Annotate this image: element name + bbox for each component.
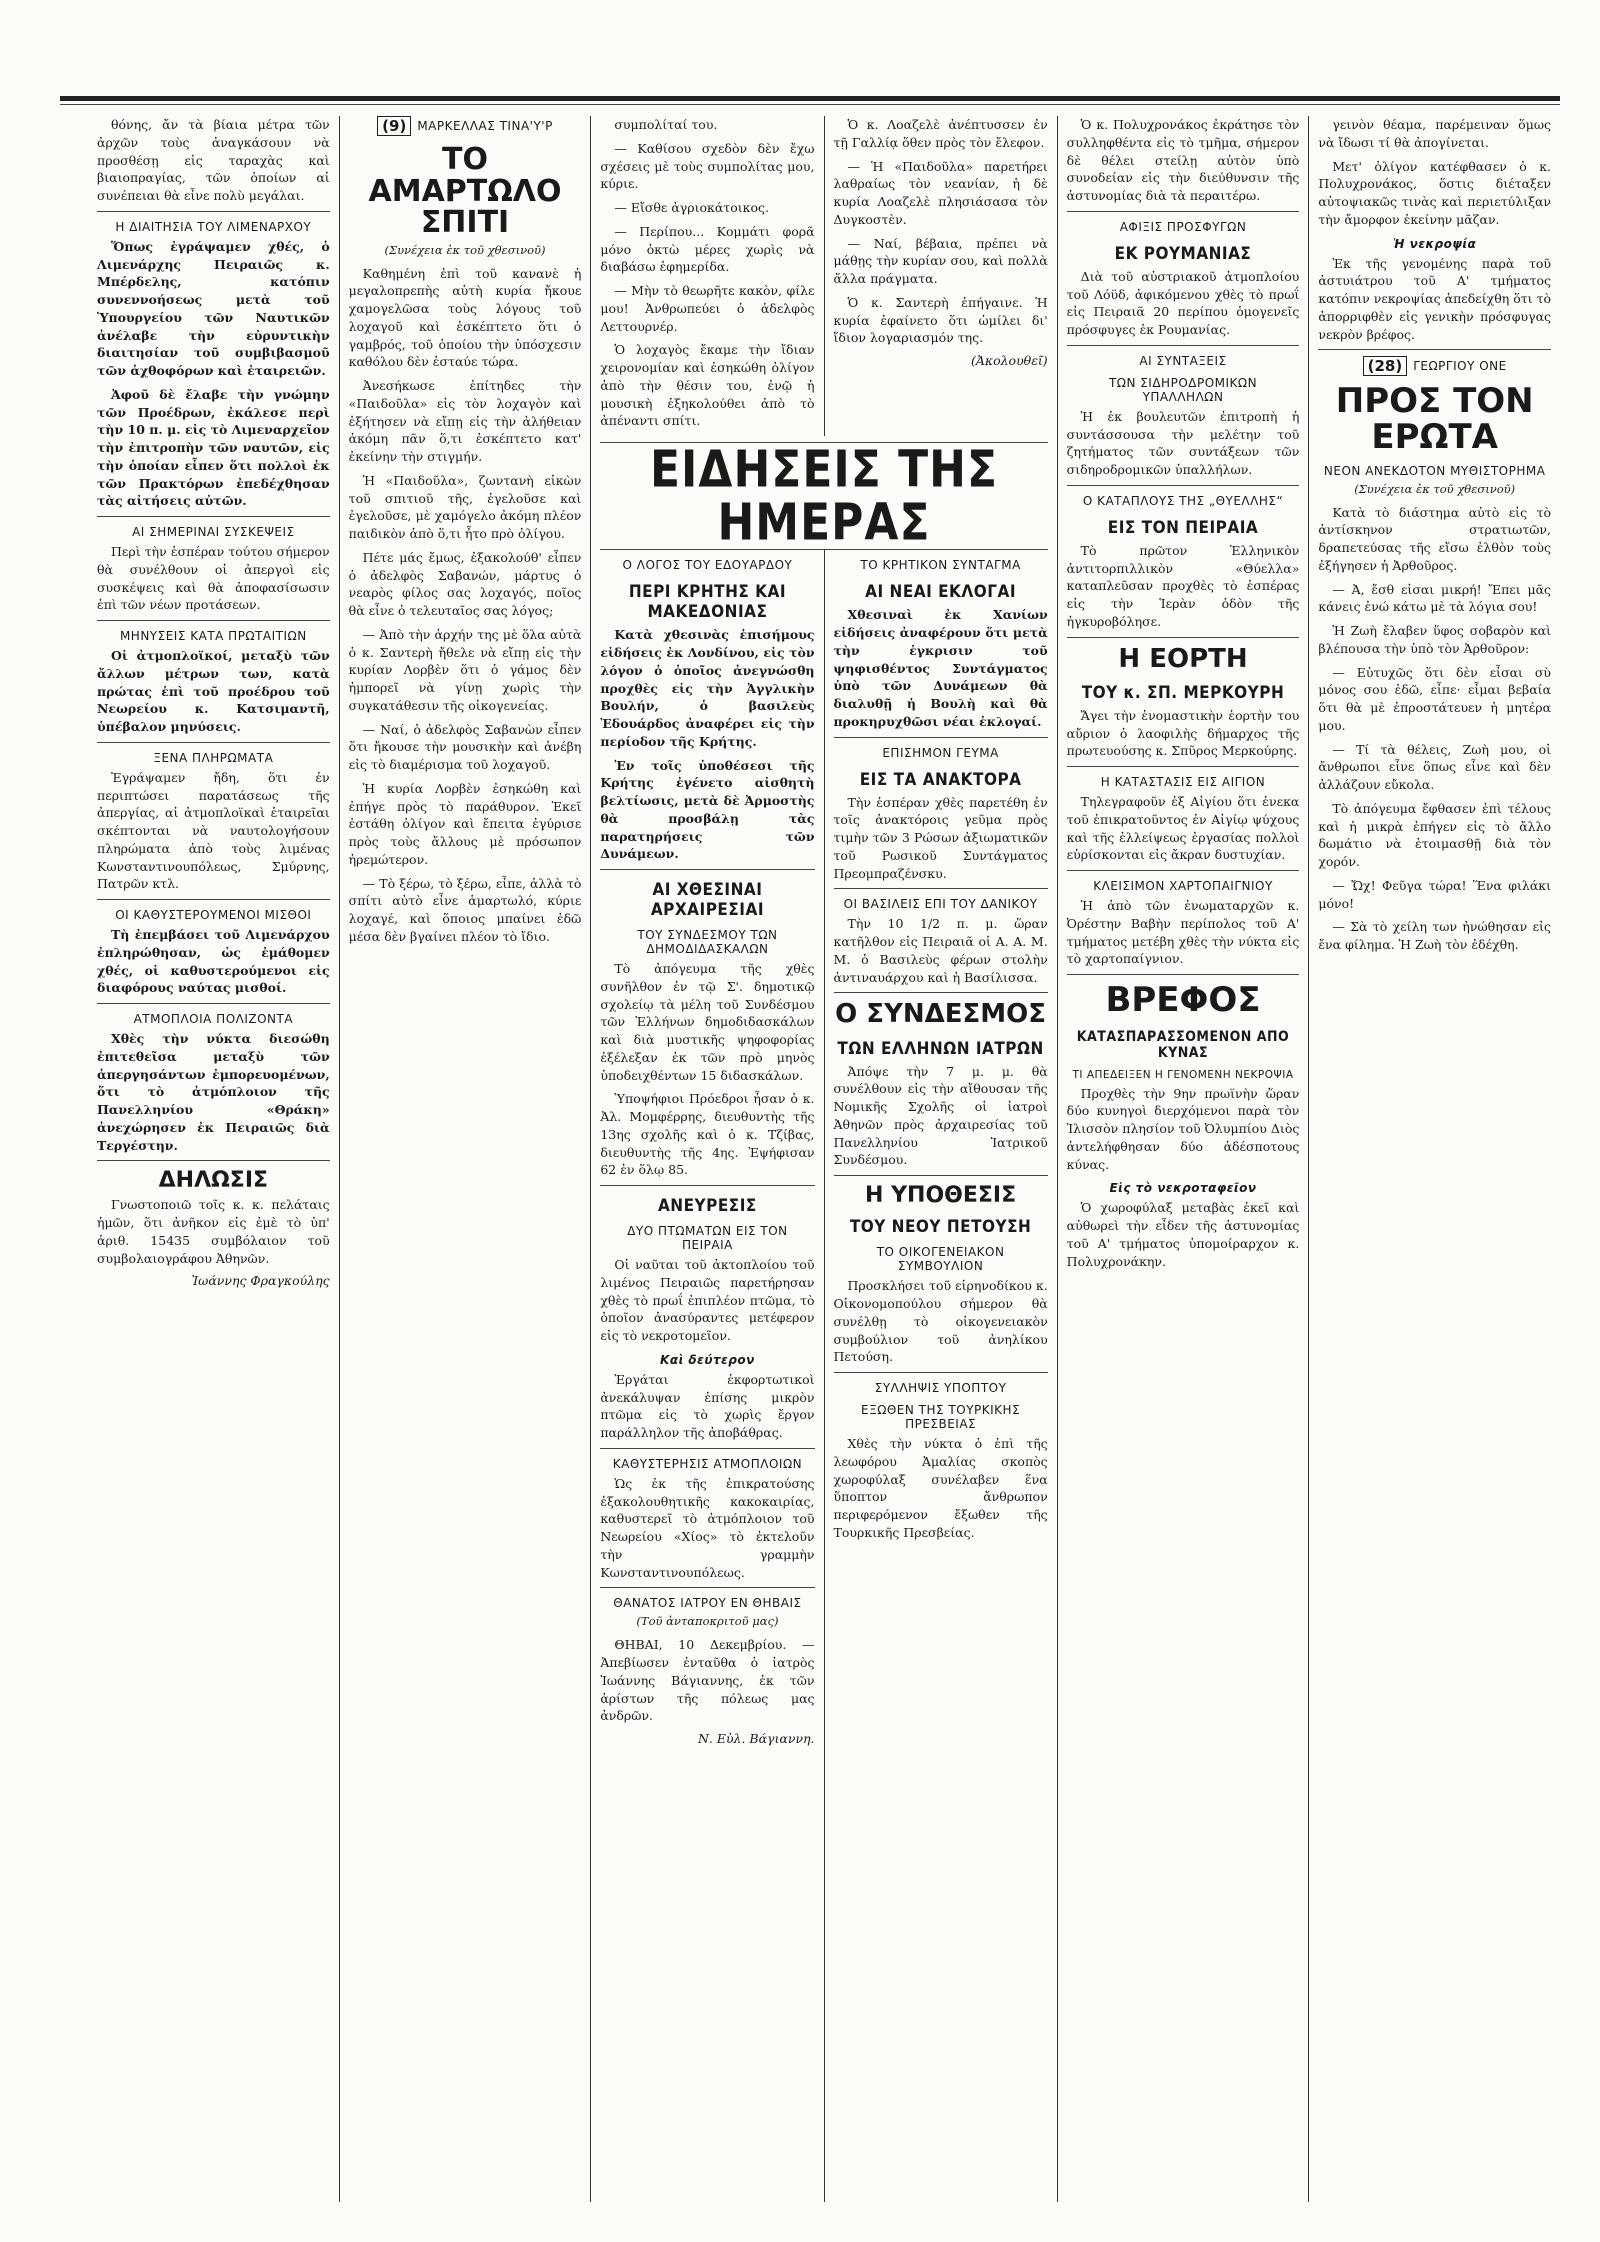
article-text: — Ὤχ! Φεῦγα τώρα! Ἕνα φιλάκι μόνο! — [1318, 877, 1552, 911]
byline: (Τοῦ ἀνταποκριτοῦ μας) — [636, 1614, 779, 1629]
masthead-rule-thin — [60, 104, 1560, 105]
article-text: θόνης, ἄν τὰ βίαια μέτρα τῶν ἀρχῶν τοὺς ἀναγκάσουν νὰ προσθέσῃ εἰς ταραχὰς καὶ βιαιοπραγίας, τῶν ὁποίων αἱ συνέπειαι θὰ εἶνε πολὺ μεγάλαι. — [97, 117, 330, 203]
headline: ΤΟΥ ΝΕΟΥ ΠΕΤΟΥΣΗ — [849, 1217, 1032, 1238]
article-text: Ἀνεσήκωσε ἐπίτηδες τὴν «Παιδοῦλα» εἰς τὸν λοχαγὸν καὶ ἐξήτησεν νὰ εἴπῃ εἰς τὴν ἀλήθειαν ἀκόμη πᾶν ὅ,τι ἐσκέπτετο κατ' ἐκείνην τὴν στιγμήν. — [348, 378, 582, 464]
article-text: — Περίπου... Κομμάτι φορᾶ μόνο ὀκτὼ μέρες χωρὶς νὰ διαβάσω ἐφημερίδα. — [600, 223, 815, 275]
divider — [1318, 349, 1551, 350]
article-text: Χθὲς τὴν νύκτα διεσώθη ἐπιτεθεῖσα μεταξὺ τῶν ἀπεργησάντων ἐμπορευομένων, ὅτι τὸ ἀτμόπλοιον τῆς Πανελληνίου «Θράκη» ἀνεχώρησεν ἐκ Πειραιῶς διὰ Τεργέστην. — [97, 1031, 330, 1153]
divider — [97, 742, 330, 743]
headline: ΑΙ ΝΕΑΙ ΕΚΛΟΓΑΙ — [865, 582, 1017, 603]
headline: ΠΕΡΙ ΚΡΗΤΗΣ ΚΑΙ ΜΑΚΕΔΟΝΙΑΣ — [628, 582, 787, 623]
divider — [600, 1587, 814, 1588]
headline: ΞΕΝΑ ΠΛΗΡΩΜΑΤΑ — [153, 750, 274, 765]
divider — [97, 516, 330, 517]
headline: ΑΙ ΣΗΜΕΡΙΝΑΙ ΣΥΣΚΕΨΕΙΣ — [132, 525, 295, 539]
signature: Ἰωάννης Φραγκούλης — [191, 1273, 330, 1289]
article-text: — Τὸ ξέρω, τὸ ξέρω, εἶπε, ἀλλὰ τὸ σπίτι αὐτὸ εἶνε ἁμαρτωλό, κύριε λοχαγέ, καὶ ὅποιος μπαίνει ἐδῶ μέσα δὲν βγαίνει πλέον τὸ ἴδιο. — [348, 875, 582, 944]
divider — [834, 1175, 1048, 1176]
serial-author: ΓΕΩΡΓΙΟΥ ΟΝΕ — [1413, 359, 1507, 374]
headline: ΑΤΜΟΠΛΟΙΑ ΠΟΛΙΖΟΝΤΑ — [133, 1012, 294, 1026]
article-text: — Εὐτυχῶς ὅτι δὲν εἶσαι σὺ μόνος σου ἐδῶ, εἶπε· εἶμαι βεβαία ὅτι θὰ μὲ ἐπροστάτευεν ἡ μητέρα μου. — [1318, 664, 1552, 733]
signature: Ν. Εὐλ. Βάγιαννη. — [697, 1731, 815, 1747]
headline: ΑΝΕΥΡΕΣΙΣ — [657, 1196, 757, 1217]
article-text: — Μὴν τὸ θεωρῆτε κακὸν, φίλε μου! Ἀνθρωπεύει ὁ ἀδελφὸς Λεττουρνέρ. — [600, 283, 815, 334]
serial-continuation: (Συνέχεια ἐκ τοῦ χθεσινοῦ) — [384, 242, 546, 257]
headline: Η ΚΑΤΑΣΤΑΣΙΣ ΕΙΣ ΑΙΓΙΟΝ — [1100, 775, 1266, 790]
serial-continuation: (Συνέχεια ἐκ τοῦ χθεσινοῦ) — [1354, 481, 1516, 496]
divider — [97, 620, 330, 621]
column-6 — [1309, 116, 1560, 2202]
headline: ΑΦΙΞΙΣ ΠΡΟΣΦΥΓΩΝ — [1119, 219, 1247, 234]
article-text: Τὴ ἐπεμβάσει τοῦ Λιμενάρχου ἐπληρώθησαν, ὡς ἐμάθομεν χθές, οἱ καθυστερούμενοι εἰς διαφόρους ναύτας μισθοί. — [97, 927, 330, 996]
headline: ΤΩΝ ΣΙΔΗΡΟΔΡΟΜΙΚΩΝ ΥΠΑΛΛΗΛΩΝ — [1108, 375, 1258, 404]
article-text: Ἡ Ζωὴ ἔλαβεν ὕφος σοβαρὸν καὶ βλέπουσα τὴν ὑπὸ τὸν Ἀρθοῦρον: — [1318, 623, 1552, 656]
columns-3-4 — [591, 116, 1057, 2202]
headline: ΑΙ ΧΘΕΣΙΝΑΙ ΑΡΧΑΙΡΕΣΙΑΙ — [650, 880, 765, 921]
divider — [600, 1185, 814, 1186]
article-text: Ἡ ἀπὸ τῶν ἐνωματαρχῶν κ. Ὀρέστην Βαβὴν περίπολος τοῦ Α' τμήματος μετέβη χθὲς τὴν νύκτα εἰς τὸ χαρτοπαίγνιον. — [1066, 898, 1300, 967]
headline: ΤΩΝ ΕΛΛΗΝΩΝ ΙΑΤΡΩΝ — [837, 1038, 1044, 1059]
headline: ΕΙΣ ΤΑ ΑΝΑΚΤΟΡΑ — [859, 769, 1022, 790]
headline: Ο ΣΥΝΔΕΣΜΟΣ — [835, 999, 1047, 1030]
serial-continuation-area — [591, 116, 1056, 436]
article-text: Κατὰ τὸ διάστημα αὐτὸ εἰς τὸ ἀντίσκηνον στρατιωτῶν, δραπετεύσας τῆς εἴσω ἐλθὸν τοὺς ἐξήγησεν ἡ Ἀρθοῦρος. — [1318, 504, 1552, 573]
article-text: — Καθίσου σχεδὸν δὲν ἔχω σχέσεις μὲ τοὺς συμπολίτας μου, κύριε. — [600, 140, 815, 192]
divider — [1067, 211, 1300, 212]
article-text: Ἀπόψε τὴν 7 μ. μ. θὰ συνέλθουν εἰς τὴν αἴθουσαν τῆς Νομικῆς Σχολῆς οἱ ἰατροὶ Ἀθηνῶν πρὸς ἀρχαιρεσίας τοῦ Πανελληνίου Ἰατρικοῦ Συνδέσμου. — [833, 1063, 1048, 1168]
article-text: Διὰ τοῦ αὐστριακοῦ ἀτμοπλοίου τοῦ Λόϋδ, ἀφικόμενου χθὲς τὸ πρωΐ εἰς Πειραιᾶ 20 περίπου ὁμογενεῖς πρόσφυγες ἐκ Ρουμανίας. — [1066, 268, 1300, 337]
divider — [834, 1372, 1048, 1373]
article-text: Καθημένη ἐπὶ τοῦ κανανὲ ἡ μεγαλοπρεπὴς αὐτὴ κυρία ἤκουε χαμογελῶσα τοὺς λόγους τοῦ λοχαγοῦ καὶ ἐσκέπτετο ὅτι ὁ γαμβρός, τοῦ ὁποίου τὴν ὑπόσχεσιν καθόλου δὲν ἐσταύε τώρα. — [348, 265, 582, 370]
divider — [97, 899, 330, 900]
article-text: Τηλεγραφοῦν ἐξ Αἰγίου ὅτι ἐνεκα τοῦ ἐπικρατοῦντος ἐν Αἰγίῳ ψύχους καὶ τῆς ἐλλείψεως ἐργασίας πολλοὶ εὑρίσκονται εἰς ἄκραν δυστυχίαν. — [1066, 794, 1300, 863]
article-text: Ὅπως ἐγράψαμεν χθές, ὁ Λιμενάρχης Πειραιῶς κ. Μπέρδελης, κατόπιν συνεννοήσεως μετὰ τοῦ Ὑπουργείου τῶν Ναυτικῶν ἀνέλαβε τὴν εὐρυντικὴν διαιτησίαν τοῦ συμβιβασμοῦ τῶν ἀχθοφόρων καὶ ἑταιρειῶν. — [97, 238, 330, 378]
divider — [834, 888, 1048, 889]
column-3-top — [591, 116, 824, 436]
article-text: Ὁ κ. Λοαζελὲ ἀνέπτυσσεν ἐν τῇ Γαλλίᾳ ὅθεν πρὸς τὸν ἔλεφον. — [833, 117, 1048, 150]
divider — [1067, 637, 1300, 638]
article-text: ΘΗΒΑΙ, 10 Δεκεμβρίου. — Ἀπεβίωσεν ἐνταῦθα ὁ ἰατρὸς Ἰωάννης Βάγιαννης, ἐκ τῶν ἀρίστων τῆς πόλεως μας ἀνδρῶν. — [600, 1637, 815, 1724]
article-text: Χθεσιναὶ ἐκ Χανίων εἰδήσεις ἀναφέρουν ὅτι μετὰ τὴν ἐγκρισιν τοῦ ψηφισθέντος Συντάγματος ὑπὸ τῶν Δυνάμεων θὰ διαλυθῇ ἡ Βουλὴ καὶ θὰ προκηρυχθῶσι νέαι ἐκλογαί. — [833, 607, 1048, 729]
article-text: Τὴν 10 1/2 π. μ. ὥραν κατῆλθον εἰς Πειραιᾶ οἱ Α. Α. Μ. Μ. ὁ Βασιλεὺς φέρων στολὴν ἀντιναυάρχου καὶ ἡ Βασίλισσα. — [833, 916, 1048, 985]
serial-subtitle: ΝΕΟΝ ΑΝΕΚΔΟΤΟΝ ΜΥΘΙΣΤΟΡΗΜΑ — [1323, 463, 1546, 478]
article-text: Ὡς ἐκ τῆς ἐπικρατούσης ἐξακολουθητικῆς κακοκαιρίας, καθυστερεῖ τὸ ἀτμόπλοιον τοῦ Νεωρείου «Χίος» τὸ ἐκτελοῦν τὴν γραμμὴν Κωνσταντινουπόλεως. — [600, 1475, 815, 1580]
subheading: Καὶ δεύτερον — [660, 1352, 755, 1367]
article-text: Ἐργάται ἐκφορτωτικοὶ ἀνεκάλυψαν ἐπίσης μικρὸν πτῶμα εἰς τὸ χωρὶς ἔργον παράλληλον τῆς ἀποβάθρας. — [600, 1371, 815, 1441]
column-3 — [591, 550, 824, 2202]
article-text: Ὁ κ. Πολυχρονάκος ἐκράτησε τὸν συλληφθέντα εἰς τὸ τμῆμα, σήμερον δὲ θέλει στείλῃ αὐτὸν ὑπὸ συνοδείαν εἰς τὴν διεύθυνσιν τῆς ἀστυνομίας διὰ τὰ περαιτέρω. — [1066, 117, 1300, 203]
headline: ΤΙ ΑΠΕΔΕΙΞΕΝ Η ΓΕΝΟΜΕΝΗ ΝΕΚΡΟΨΙΑ — [1072, 1068, 1294, 1081]
headline: Η ΥΠΟΘΕΣΙΣ — [865, 1183, 1017, 1209]
news-columns — [591, 550, 1056, 2202]
headline: Η ΕΟΡΤΗ — [1118, 643, 1248, 674]
headline: ΤΟ ΟΙΚΟΓΕΝΕΙΑΚΟΝ ΣΥΜΒΟΥΛΙΟΝ — [876, 1245, 1005, 1274]
article-text: Ἐν τοῖς ὑποθέσεσι τῆς Κρήτης ἐγένετο αἰσθητὴ βελτίωσις, μετὰ δὲ Ἀρμοστὴς θὰ προσβάλῃ τὰς παρατηρήσεις τῶν Δυνάμεων. — [600, 757, 815, 862]
article-text: — Ἀ, ἔσθ εἰσαι μικρή! Ἔπει μᾶς κάνεις ἐνώ κάτω μὲ τὰ λόγια σου! — [1318, 581, 1552, 615]
headline: Ο ΚΑΤΑΠΛΟΥΣ ΤΗΣ „ΘΥΕΛΛΗΣ“ — [1082, 493, 1284, 508]
serial-title: ΤΟ ΑΜΑΡΤΩΛΟ ΣΠΙΤΙ — [368, 142, 562, 240]
article-text: Πέτε μάς ἔμως, ἐξακολούθ' εἶπεν ὁ ἀδελφὸς Σαβανών, μάρτυς ὁ νεαρὸς φίλος σας λοχαγός, ποῖος θὰ εἶνε ὁ τελευταῖος σας λόγος; — [348, 549, 582, 618]
divider — [1067, 485, 1300, 486]
column-5 — [1058, 116, 1310, 2202]
article-text: Ὁ χωροφύλαξ μεταβὰς ἐκεῖ καὶ αὐθωρεὶ τὴν εἶδεν τῆς ἀστυνομίας τοῦ Α' τμήματος ὑπομοίραρχον κ. Πολυχρονάκην. — [1066, 1200, 1300, 1269]
headline: Η ΔΙΑΙΤΗΣΙΑ ΤΟΥ ΛΙΜΕΝΑΡΧΟΥ — [115, 219, 312, 234]
serial-author: ΜΑΡΚΕΛΛΑΣ ΤΙΝΑ'Υ'Ρ — [417, 119, 553, 133]
divider — [1067, 345, 1300, 346]
article-text: Οἱ ναῦται τοῦ ἀκτοπλοίου τοῦ λιμένος Πειραιῶς παρετήρησαν χθὲς τὸ πρωΐ ἐπιπλέον πτῶμα, τὸ ὁποῖον ἀνασύραντες μετέφερον εἰς τὸ νεκροτομεῖον. — [600, 1257, 815, 1344]
headline: ΒΡΕΦΟΣ — [1105, 980, 1261, 1021]
column-1 — [88, 116, 340, 2202]
divider — [1067, 974, 1300, 975]
divider — [1067, 766, 1300, 767]
article-text: Κατὰ χθεσινὰς ἐπισήμους εἰδήσεις ἐκ Λονδίνου, εἰς τὸν λόγον ὁ ὁποῖος ἀνεγνώσθη προχθὲς εἰς τὴν Ἀγγλικὴν Βουλήν, ὁ βασιλεὺς Ἐδουάρδος ἀναφέρει εἰς τὴν περίοδον τῆς Κρήτης. — [600, 627, 815, 749]
divider — [1067, 870, 1300, 871]
article-text: Ἐγράψαμεν ἤδη, ὅτι ἐν περιπτώσει παρατάσεως τῆς ἀπεργίας, αἱ ἀτμοπλοϊκαὶ ἑταιρεῖαι σκέπτονται νὰ ναυτολογήσουν πληρώματα ἀπὸ τοὺς λιμένας Κωνσταντινουπόλεως, Σμύρνης, Πατρῶν κτλ. — [97, 769, 330, 892]
headline: ΚΑΘΥΣΤΕΡΗΣΙΣ ΑΤΜΟΠΛΟΙΩΝ — [612, 1456, 803, 1471]
divider — [97, 211, 330, 212]
article-text: Περὶ τὴν ἑσπέραν τούτου σήμερον θὰ συνέλθουν οἱ ἀπεργοὶ εἰς συσκέψεις καὶ θὰ ἀποφασίσωσιν ἐπὶ τῶν νέων προτάσεων. — [97, 544, 330, 613]
serial-title: ΠΡΟΣ ΤΟΝ ΕΡΩΤΑ — [1335, 381, 1534, 457]
headline: ΔΥΟ ΠΤΩΜΑΤΩΝ ΕΙΣ ΤΟΝ ΠΕΙΡΑΙΑ — [627, 1224, 788, 1253]
article-text: Προχθὲς τὴν 9ην πρωϊνὴν ὥραν δύο κυνηγοὶ διερχόμενοι παρὰ τὸν Ἰλισσὸν πλησίον τοῦ Ὀλυμπίου Διὸς ἀντελήφθησαν δύο ἀδέσποτους κύνας. — [1066, 1085, 1300, 1172]
headline: ΚΛΕΙΣΙΜΟΝ ΧΑΡΤΟΠΑΙΓΝΙΟΥ — [1093, 879, 1273, 894]
article-text: Τὸ ἀπόγευμα ἔφθασεν ἐπὶ τέλους καὶ ἡ μικρὰ ἐπήγεν εἰς τὸ ἄλλο δωμάτιο νὰ ἑτοιμασθῇ διὰ τὸν χορόν. — [1318, 800, 1552, 870]
headline: ΟΙ ΚΑΘΥΣΤΕΡΟΥΜΕΝΟΙ ΜΙΣΘΟΙ — [115, 908, 312, 922]
article-text: — Ἀπὸ τὴν ἀρχήν της μὲ ὅλα αὐτὰ ὁ κ. Σαντερὴ ἤθελε νὰ εἴπῃ εἰς τὴν κυρίαν Λορβὲν ὅτι ὁ γάμος δὲν ἠμπορεῖ νὰ γίνῃ χωρὶς τὴν συγκατάθεσιν τῆς οἰκογενείας. — [348, 626, 582, 713]
headline: ΕΚ ΡΟΥΜΑΝΙΑΣ — [1114, 243, 1252, 264]
subheading: Ἡ νεκροψία — [1393, 236, 1477, 251]
divider — [600, 1448, 814, 1449]
divider — [97, 1003, 330, 1004]
headline: ΤΟΥ ΣΥΝΔΕΣΜΟΥ ΤΩΝ ΔΗΜΟΔΙΔΑΣΚΑΛΩΝ — [637, 928, 778, 957]
article-text: Ἄγει τὴν ἑνομαστικὴν ἑορτὴν του αὔριον ὁ λαοφιλὴς δήμαρχος τῆς πρωτευούσης κ. Σπῦρος Μερκούρης. — [1066, 707, 1300, 759]
article-text: Ἡ κυρία Λορβὲν ἐσηκώθη καὶ ἐπήγε πρὸς τὸ παράθυρον. Ἐκεῖ ἐστάθη ὀλίγον καὶ ἔπειτα ἐγύρισε πρὸς τοὺς ἄλλους μὲ πρόσωπον ἠρεμώτερον. — [348, 780, 582, 867]
headline: ΟΙ ΒΑΣΙΛΕΙΣ ΕΠΙ ΤΟΥ ΔΑΝΙΚΟΥ — [843, 897, 1038, 912]
article-text: Προσκλήσει τοῦ εἰρηνοδίκου κ. Οἰκονομοπούλου σήμερον θὰ συνέλθῃ τὸ οἰκογενειακὸν συμβούλιον τοῦ ἀνηλίκου Πετούση. — [833, 1278, 1048, 1365]
article-text: Γνωστοποιῶ τοῖς κ. κ. πελάταις ἡμῶν, ὅτι ἀνῆκον εἰς ἐμὲ τὸ ὑπ' ἀριθ. 15435 συμβόλαιον τοῦ συμβολαιογράφου Ἀθηνῶν. — [97, 1197, 330, 1266]
serial-header — [349, 116, 582, 136]
headline: ΑΙ ΣΥΝΤΑΞΕΙΣ — [1139, 353, 1227, 368]
headline: ΜΗΝΥΣΕΙΣ ΚΑΤΑ ΠΡΩΤΑΙΤΙΩΝ — [119, 629, 307, 643]
article-text: Ἡ ἐκ βουλευτῶν ἐπιτροπὴ ἡ συντάσσουσα τὴν μελέτην τοῦ ζητήματος τῶν συντάξεων τῶν σιδηροδρομικῶν ὑπαλλήλων. — [1066, 408, 1300, 477]
article-text: Χθὲς τὴν νύκτα ὁ ἐπὶ τῆς λεωφόρου Ἀμαλίας σκοπὸς χωροφύλαξ συνέλαβεν ἕνα ὕποπτον ἄνθρωπον περιφερόμενον ἔξωθεν τῆς Τουρκικῆς Πρεσβείας. — [833, 1436, 1048, 1540]
column-2 — [340, 116, 592, 2202]
article-text: — Ναί, βέβαια, πρέπει νὰ μάθῃς τὴν κυρίαν σου, καὶ πολλὰ ἄλλα πράγματα. — [833, 235, 1048, 286]
headline: ΣΥΛΛΗΨΙΣ ΥΠΟΠΤΟΥ — [874, 1381, 1007, 1396]
article-text: Ἀφοῦ δὲ ἔλαβε τὴν γνώμην τῶν Προέδρων, ἐκάλεσε περὶ τὴν 10 π. μ. εἰς τὸ Λιμεναρχεῖον τὴν ἐπιτροπὴν τῶν ναυτῶν, εἰς τὴν ὁποίαν εἶπεν ὅτι πολλοὶ ἐκ τῶν Πρακτόρων ἐπεδέχθησαν τὰς αἰτήσεις αὐτῶν. — [97, 386, 330, 509]
masthead-rule — [60, 96, 1560, 101]
article-text: Ἡ «Παιδοῦλα», ζωντανὴ εἰκὼν τοῦ σπιτιοῦ τῆς, ἐγελοῦσε καὶ ἐγελοῦσε, μὲ χαμόγελο ἀκόμη πλέον παιδικὸν ἀπὸ ὅ,τι ἦτο πρὸ ὀλίγου. — [348, 472, 582, 541]
headline: ΤΟΥ κ. ΣΠ. ΜΕΡΚΟΥΡΗ — [1081, 682, 1285, 703]
article-text: Ὑποψήφιοι Πρόεδροι ἦσαν ὁ κ. Ἀλ. Μομφέρρης, διευθυντὴς τῆς 13ης σχολῆς καὶ ὁ κ. Τζίβας, διευθυντὴς τῆς 4ης. Ἐψήφισαν 62 ἐν ὅλῳ 85. — [600, 1091, 815, 1178]
divider — [834, 737, 1048, 738]
headline: ΤΟ ΚΡΗΤΙΚΟΝ ΣΥΝΤΑΓΜΑ — [860, 558, 1021, 573]
article-text: — Ἡ «Παιδοῦλα» παρετήρει λαθραίως τὸν νεανίαν, ἡ δὲ κυρία Λοαζελὲ πλησιάσασα τὸν Δυγκοστὲν. — [833, 158, 1048, 227]
article-text: Τὴν ἑσπέραν χθὲς παρετέθη ἐν τοῖς ἀνακτόροις γεῦμα πρὸς τιμὴν τῶν 3 Ρώσων ἀξιωματικῶν τοῦ Ρωσικοῦ Συντάγματος Πρεομπραζένσκυ. — [833, 794, 1048, 881]
continued-note: (Ἀκολουθεῖ) — [971, 353, 1048, 368]
article-text: — Ναί, ὁ ἀδελφὸς Σαβανὼν εἶπεν ὅτι ἤκουσε τὴν μουσικὴν καὶ ἀνέβη εἰς τὸ διαμέρισμα τοῦ λοχαγοῦ. — [348, 721, 582, 772]
article-text: συμπολίταί του. — [614, 117, 718, 132]
serial-number: (28) — [1363, 356, 1408, 376]
subheading: Εἰς τὸ νεκροταφεῖον — [1109, 1181, 1257, 1196]
article-text: — Εἴσθε ἀγριοκάτοικος. — [614, 200, 769, 215]
article-text: — Τί τὰ θέλεις, Ζωὴ μου, οἱ ἄνθρωποι εἶνε ὅπως εἶνε καὶ δὲν ἀλλάζουν εὔκολα. — [1318, 741, 1552, 793]
serial-number: (9) — [377, 116, 411, 136]
article-text: Ὁ λοχαγὸς ἔκαμε τὴν ἴδιαν χειρονομίαν καὶ ἐσηκώθη ὀλίγον ἀπὸ τὴν θέσιν του, ἐνῷ ἡ μουσικὴ ἐξηκολούθει ἀπὸ τὸ ἀπέναντι σπίτι. — [600, 342, 815, 429]
headline: ΚΑΤΑΣΠΑΡΑΣΣΟΜΕΝΟΝ ΑΠΟ ΚΥΝΑΣ — [1076, 1028, 1290, 1061]
headline: ΕΞΩΘΕΝ ΤΗΣ ΤΟΥΡΚΙΚΗΣ ΠΡΕΣΒΕΙΑΣ — [861, 1403, 1021, 1432]
divider — [97, 1160, 330, 1161]
article-text: γεινὸν θέαμα, παρέμειναν ὅμως νὰ ἴδωσι τί θὰ ἀπογίνεται. — [1318, 117, 1552, 150]
article-text: Τὸ ἀπόγευμα τῆς χθὲς συνῆλθον ἐν τῷ Σ'. δημοτικῷ σχολείῳ τὰ μέλη τοῦ Συνδέσμου τῶν Ἑλλήνων δημοδιδασκάλων καὶ διὰ μυστικῆς ψηφοφορίας ἐξέλεξαν ἐκ τῶν πρὸ μηνὸς ὑποδειχθέντων 15 διδασκάλων. — [600, 961, 815, 1083]
divider — [600, 869, 814, 870]
article-text: Ἐκ τῆς γενομένης παρὰ τοῦ ἀστυιάτρου τοῦ Α' τμήματος κατόπιν νεκροψίας ἀπεδείχθη ὅτι τὸ ἀπορριφθὲν εἰς γενικὴν πρόσφυγας νεκρὸν βρέφος. — [1318, 255, 1552, 342]
headline: Ο ΛΟΓΟΣ ΤΟΥ ΕΔΟΥΑΡΔΟΥ — [622, 558, 793, 573]
headline: ΕΙΣ ΤΟΝ ΠΕΙΡΑΙΑ — [1107, 517, 1259, 538]
article-text: Τὸ πρῶτον Ἑλληνικὸν ἀντιτορπιλλικὸν «Θύελλα» καταπλεῦσαν προχθὲς τὸ ἑσπέρας εἰς τὴν Ἱερὰν ὁδὸν τῆς ἠγκυροβόλησε. — [1066, 542, 1300, 629]
column-4 — [825, 550, 1057, 2202]
headline: ΘΑΝΑΤΟΣ ΙΑΤΡΟΥ ΕΝ ΘΗΒΑΙΣ — [613, 1596, 802, 1611]
headline: ΔΗΛΩΣΙΣ — [158, 1168, 269, 1194]
article-text: Μετ' ὀλίγον κατέφθασεν ὁ κ. Πολυχρονάκος, ὅστις διέταξεν αὐτοψιακῶς τινὰς καὶ περιετύλιξαν τὴν ἄμορφον ἐκείνην μᾶζαν. — [1318, 158, 1552, 227]
serial-header — [1318, 356, 1551, 376]
article-text: Οἱ ἀτμοπλοϊκοί, μεταξὺ τῶν ἄλλων μέτρων των, κατὰ πρώτας ἐπὶ τοῦ προέδρου τοῦ Νεωρείου κ. Κατσιμαντῆ, ὑπέβαλον μηνύσεις. — [97, 648, 330, 734]
article-text: Ὁ κ. Σαντερὴ ἐπήγαινε. Ἡ κυρία ἐφαίνετο ὅτι ὡμίλει δι' ἴδιον λογαριασμόν της. — [833, 294, 1048, 346]
divider — [834, 992, 1048, 993]
columns — [88, 116, 1560, 2202]
article-text: — Σὰ τὸ χείλη των ἠνώθησαν εἰς ἔνα φίλημα. Ἡ Ζωὴ τὸν ἐδέχθη. — [1318, 919, 1552, 953]
headline: ΕΠΙΣΗΜΟΝ ΓΕΥΜΑ — [882, 745, 999, 760]
section-banner: ΕΙΔΗΣΕΙΣ ΤΗΣ ΗΜΕΡΑΣ — [649, 440, 999, 553]
column-4-top — [825, 116, 1057, 436]
